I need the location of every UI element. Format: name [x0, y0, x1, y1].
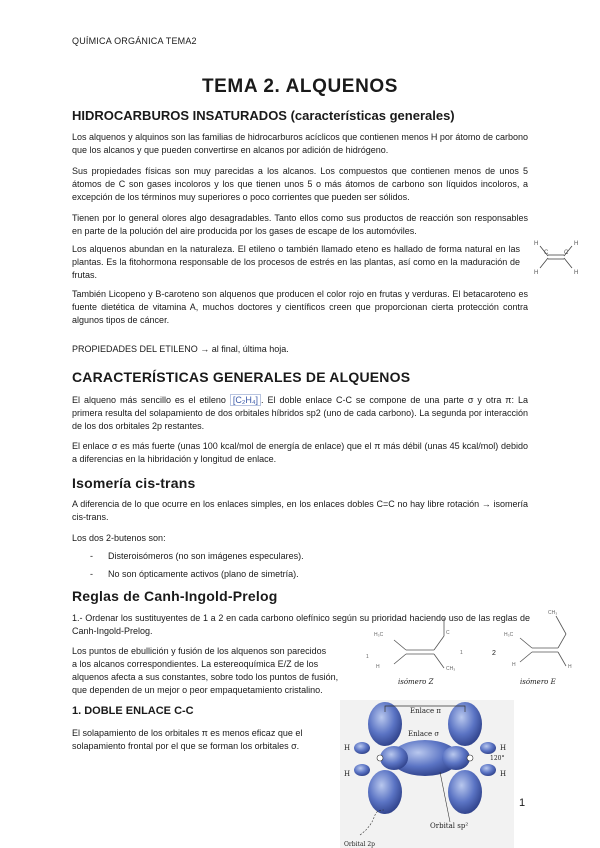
- isomer-e-number: 2: [492, 650, 496, 657]
- svg-text:CH₃: CH₃: [446, 666, 456, 672]
- paragraph-cis-trans: A diferencia de lo que ocurre en los enlaces simples, en los enlaces dobles C=C no hay libre rotación → isomería cis-trans.: [72, 499, 528, 522]
- isomer-z-label: isómero Z: [398, 678, 434, 686]
- paragraph-cip-rule-1: 1.- Ordenar los sustituyentes de 1 a 2 en cada carbono olefínico según su prioridad haciendo uso de las reglas de Canh-Ingold-Prelog.: [72, 613, 530, 636]
- section-heading-isomeria: Isomería cis-trans: [72, 475, 196, 491]
- svg-text:CH₃: CH₃: [548, 610, 558, 616]
- svg-text:H: H: [512, 662, 516, 668]
- orbital-overlap-figure: [340, 700, 514, 848]
- paragraph-definition: Los alquenos y alquinos son las familias de hidrocarburos acíclicos que contienen menos H por átomo de carbono que los alcanos y que pueden convertirse en alcanos por adición de hidrógeno.: [72, 132, 528, 155]
- p-orbital-label: Orbital 2p: [344, 841, 376, 848]
- svg-text:H: H: [500, 744, 507, 752]
- paragraph-boiling-points-line-2: a los alcanos correspondientes. La estereoquímica E/Z de los: [72, 659, 319, 669]
- paragraph-physical-properties: Sus propiedades físicas son muy parecidas a los alcanos. Los compuestos que contienen menos de unos 5 átomos de C son gases incoloros y los que tienen unos 5 o más átomos de carbono son líquidos incoloros, a excepción de los términos muy superiores o poco corrientes que pueden ser sólidos.: [72, 166, 528, 202]
- page-title: TEMA 2. ALQUENOS: [201, 76, 399, 97]
- paragraph-boiling-points-line-4: que dependen de un mejor o peor empaquetamiento cristalino.: [72, 685, 323, 695]
- svg-text:H: H: [568, 664, 572, 670]
- section-heading-caracteristicas: CARACTERÍSTICAS GENERALES DE ALQUENOS: [72, 369, 411, 385]
- section-heading-cip-rules: Reglas de Canh-Ingold-Prelog: [72, 588, 278, 604]
- section-heading-doble-enlace: 1. DOBLE ENLACE C-C: [72, 705, 194, 717]
- svg-text:C: C: [564, 250, 569, 256]
- paragraph-double-bond: El alqueno más sencillo es el etileno [C₂H₄] . El doble enlace C-C se compone de una parte σ y otra π: La primera resulta del solapamiento de dos orbitales híbridos sp2 (uno de cada carbono). La segunda por interacción de los dos orbitales 2p restantes.: [72, 395, 529, 431]
- svg-text:H₃C: H₃C: [504, 632, 514, 638]
- paragraph-pi-overlap-line-1: El solapamiento de los orbitales π es menos eficaz que el: [72, 728, 303, 738]
- e-isomer-structure-diagram: [498, 604, 588, 684]
- ethylene-structure-diagram: [530, 236, 582, 278]
- z-isomer-structure-diagram: [364, 606, 484, 688]
- svg-text:C: C: [544, 250, 549, 256]
- paragraph-nature: Los alquenos abundan en la naturaleza. El etileno o también llamado eteno es hallado de forma natural en las plantas. Es la fitohormona responsable de los procesos de estrés en las plantas, así como en la maduración de frutas.: [72, 244, 520, 280]
- ethylene-formula: [C₂H₄]: [230, 394, 261, 406]
- list-item: - No son ópticamente activos (plano de simetría).: [90, 569, 299, 579]
- page-number: 1: [519, 797, 526, 809]
- svg-text:H₃C: H₃C: [374, 632, 384, 638]
- svg-text:1: 1: [366, 654, 369, 660]
- svg-text:H: H: [574, 270, 579, 276]
- svg-text:H: H: [574, 241, 579, 247]
- svg-text:H: H: [344, 770, 351, 778]
- svg-text:H: H: [344, 744, 351, 752]
- paragraph-bond-strength: El enlace σ es más fuerte (unas 100 kcal/mol de energía de enlace) que el π más débil (unas 45 kcal/mol) debido a diferencias en la hibridación y longitud de enlace.: [72, 441, 528, 464]
- paragraph-ethylene-properties-note: PROPIEDADES DEL ETILENO → al final, última hoja.: [72, 344, 289, 354]
- svg-text:H: H: [534, 241, 539, 247]
- svg-text:C: C: [446, 630, 450, 636]
- paragraph-carotene: También Licopeno y B-caroteno son alquenos que producen el color rojo en frutas y verduras. El betacaroteno es fuente dietética de vitamina A, muchos doctores y científicos creen que proporcionan cierta protección contra algunos tipos de cáncer.: [72, 289, 528, 325]
- svg-text:H: H: [534, 270, 539, 276]
- svg-text:H: H: [500, 770, 507, 778]
- sigma-bond-label: Enlace σ: [408, 730, 440, 738]
- paragraph-pi-overlap-line-2: solapamiento frontal por el que se forman los orbitales σ.: [72, 741, 300, 751]
- paragraph-butenos: Los dos 2-butenos son:: [72, 533, 166, 543]
- section-heading-hidrocarburos: HIDROCARBUROS INSATURADOS (características generales): [72, 108, 455, 123]
- paragraph-odors: Tienen por lo general olores algo desagradables. Tanto ellos como sus productos de reacción son responsables en parte de la polución del aire producida por los gases de escape de los automóviles.: [72, 213, 528, 236]
- svg-text:1: 1: [460, 650, 463, 656]
- pi-bond-label: Enlace π: [410, 707, 441, 715]
- paragraph-boiling-points-line-3: alquenos afecta a sus constantes, sobre todo los puntos de fusión,: [72, 672, 339, 682]
- list-item: - Disteroisómeros (no son imágenes especulares).: [90, 551, 304, 561]
- running-header: QUÍMICA ORGÁNICA TEMA2: [72, 36, 197, 46]
- svg-text:H: H: [376, 664, 380, 670]
- bond-angle-label: 120°: [490, 755, 505, 762]
- isomer-e-label: isómero E: [520, 678, 556, 686]
- sp2-orbital-label: Orbital sp²: [430, 822, 469, 830]
- paragraph-boiling-points-line-1: Los puntos de ebullición y fusión de los alquenos son parecidos: [72, 646, 327, 656]
